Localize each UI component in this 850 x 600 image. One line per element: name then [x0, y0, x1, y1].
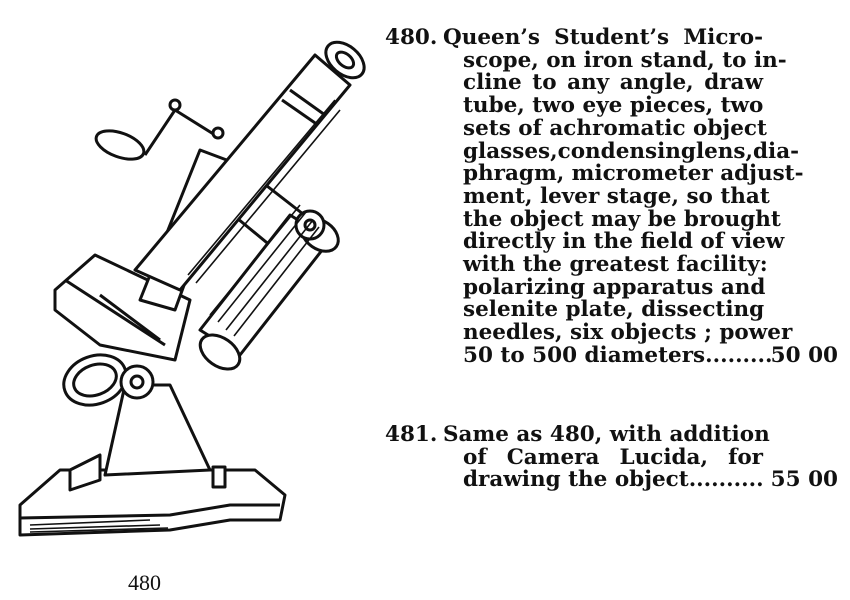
item-number: 480.	[385, 25, 438, 50]
microscope-illustration	[0, 0, 380, 560]
description-line: the object may be brought	[463, 206, 781, 232]
description-line: with the greatest facility:	[463, 252, 768, 277]
description-line: tube, two eye pieces, two	[463, 93, 764, 119]
description-line: selenite plate, dissecting	[463, 297, 765, 323]
description-line: 50 to 500 diameters.........	[463, 342, 773, 368]
description-line: scope, on iron stand, to in-	[463, 47, 787, 73]
description-line: phragm, micrometer adjust-	[463, 161, 804, 187]
description-line: ment, lever stage, so that	[463, 183, 770, 209]
description-line: cline to any angle, draw	[463, 70, 763, 96]
item-number: 481.	[385, 422, 438, 447]
description-line: sets of achromatic object	[463, 115, 767, 141]
description-line: Same as 480, with addition	[443, 422, 770, 447]
price-480: 50 00	[770, 342, 838, 368]
description-line: needles, six objects ; power	[463, 320, 793, 346]
catalog-entry-481	[385, 422, 770, 504]
description-line: directly in the field of view	[463, 229, 785, 255]
description-line: glasses,condensinglens,dia-	[463, 138, 800, 164]
description-line: polarizing apparatus and	[463, 274, 766, 300]
description-line: of Camera Lucida, for	[463, 444, 763, 470]
description-line: Queen’s Student’s Micro-	[443, 25, 763, 50]
figure-caption: 480	[128, 570, 161, 595]
price-481: 55 00	[770, 467, 838, 493]
description-line: drawing the object..........	[463, 467, 764, 493]
